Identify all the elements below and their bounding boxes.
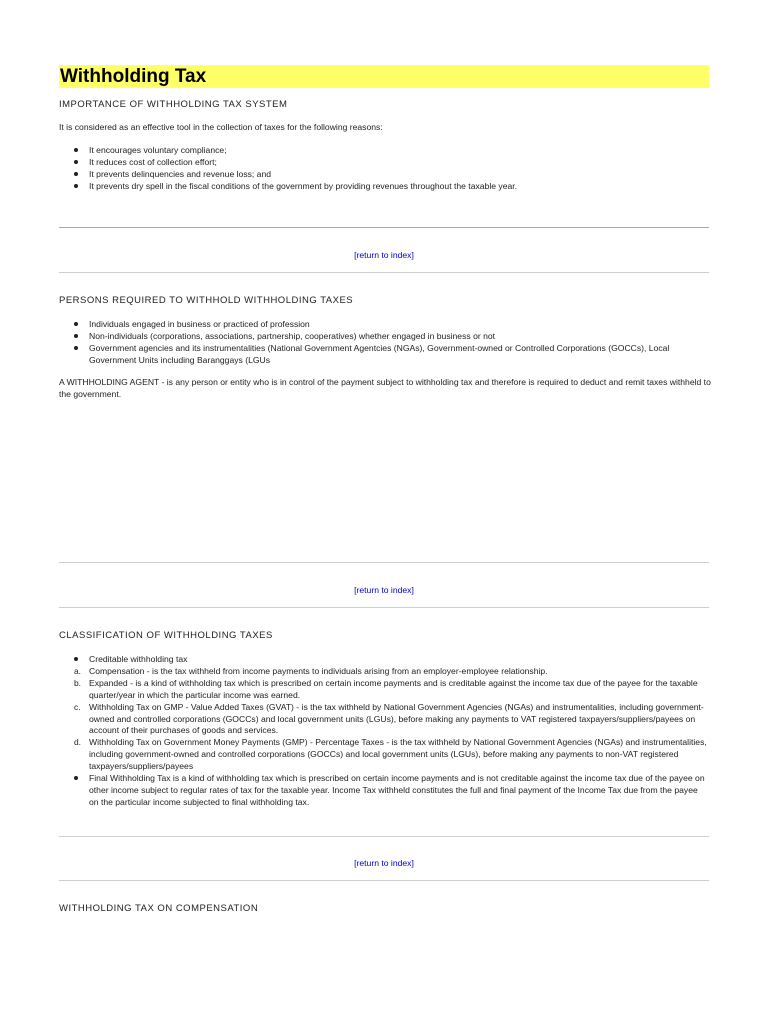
list-marker: d. — [74, 737, 81, 748]
bullet-icon — [74, 145, 86, 157]
section-heading-importance: IMPORTANCE OF WITHHOLDING TAX SYSTEM — [59, 99, 288, 110]
list-marker: a. — [74, 665, 81, 676]
list-item: It encourages voluntary compliance; — [59, 145, 709, 157]
persons-list — [59, 319, 709, 367]
bullet-icon — [74, 773, 86, 785]
list-marker: c. — [74, 701, 81, 712]
bullet-icon — [74, 157, 86, 169]
divider — [59, 227, 709, 228]
return-to-index-link[interactable]: [return to index] — [354, 585, 414, 595]
list-item: It reduces cost of collection effort; — [59, 157, 709, 169]
title-bar — [59, 65, 709, 88]
divider — [59, 562, 709, 563]
section-heading-classification: CLASSIFICATION OF WITHHOLDING TAXES — [59, 630, 273, 641]
bullet-icon — [74, 181, 86, 193]
list-item: d. Withholding Tax on Government Money Payments (GMP) - Percentage Taxes - is the tax withheld by National Government Agencies (NGAs) and instrumentalities, including government-owned and controlled corporations (GOCCs) and local government units (LGUs), before making any payments to non-VAT registered taxpayers/suppliers/payees — [74, 737, 707, 772]
return-to-index-link[interactable]: [return to index] — [354, 858, 414, 868]
section-heading-persons: PERSONS REQUIRED TO WITHHOLD WITHHOLDING TAXES — [59, 295, 354, 306]
divider — [59, 272, 709, 273]
reasons-list — [59, 145, 709, 193]
list-item: Creditable withholding tax — [59, 654, 709, 666]
bullet-icon — [74, 343, 86, 355]
list-item: It prevents delinquencies and revenue loss; and — [59, 169, 709, 181]
page-title: Withholding Tax — [60, 66, 207, 87]
list-item: It prevents dry spell in the fiscal conditions of the government by providing revenues throughout the taxable year. — [59, 181, 709, 193]
list-item: a. Compensation - is the tax withheld from income payments to individuals arising from an employer-employee relationship. — [74, 665, 548, 676]
list-item: Individuals engaged in business or practiced of profession — [59, 319, 709, 331]
classification-list — [59, 654, 709, 809]
list-item: c. Withholding Tax on GMP - Value Added Taxes (GVAT) - is the tax withheld by National Government Agencies (NGAs) and instrumentalities, including government-owned and controlled corporations (GOCCs) and local government units (LGUs), before making any payments to VAT registered taxpayers/suppliers/payees on account of their purchases of goods and services. — [74, 701, 704, 736]
bullet-icon — [74, 331, 86, 343]
list-item: Final Withholding Tax is a kind of withholding tax which is prescribed on certain income payments and is not creditable against the income tax due of the payee on other income subject to regular rates of tax for the taxable year. Income Tax withheld constitutes the full and final payment of the Income Tax due from the payee on the particular income subjected to final withholding tax. — [59, 773, 709, 809]
return-to-index-link[interactable]: [return to index] — [354, 250, 414, 260]
bullet-icon — [74, 654, 86, 666]
divider — [59, 880, 709, 881]
section-heading-compensation: WITHHOLDING TAX ON COMPENSATION — [59, 903, 259, 914]
list-item: Non-individuals (corporations, associations, partnership, cooperatives) whether engaged in business or not — [59, 331, 709, 343]
list-marker: b. — [74, 677, 81, 688]
section-intro: It is considered as an effective tool in the collection of taxes for the following reasons: — [59, 122, 383, 132]
list-item: Government agencies and its instrumentalities (National Government Agentcies (NGAs), Government-owned or Controlled Corporations (GOCCs), Local Government Units including Baranggays (LGUs — [59, 343, 709, 367]
divider — [59, 836, 709, 837]
list-item: b. Expanded - is a kind of withholding tax which is prescribed on certain income payments and is creditable against the income tax due of the payee for the taxable quarter/year in which the particular income was earned. — [74, 677, 698, 700]
withholding-agent-paragraph: A WITHHOLDING AGENT - is any person or entity who is in control of the payment subject to withholding tax and therefore is required to deduct and remit taxes withheld to the government. — [59, 377, 711, 399]
bullet-icon — [74, 319, 86, 331]
divider — [59, 607, 709, 608]
bullet-icon — [74, 169, 86, 181]
